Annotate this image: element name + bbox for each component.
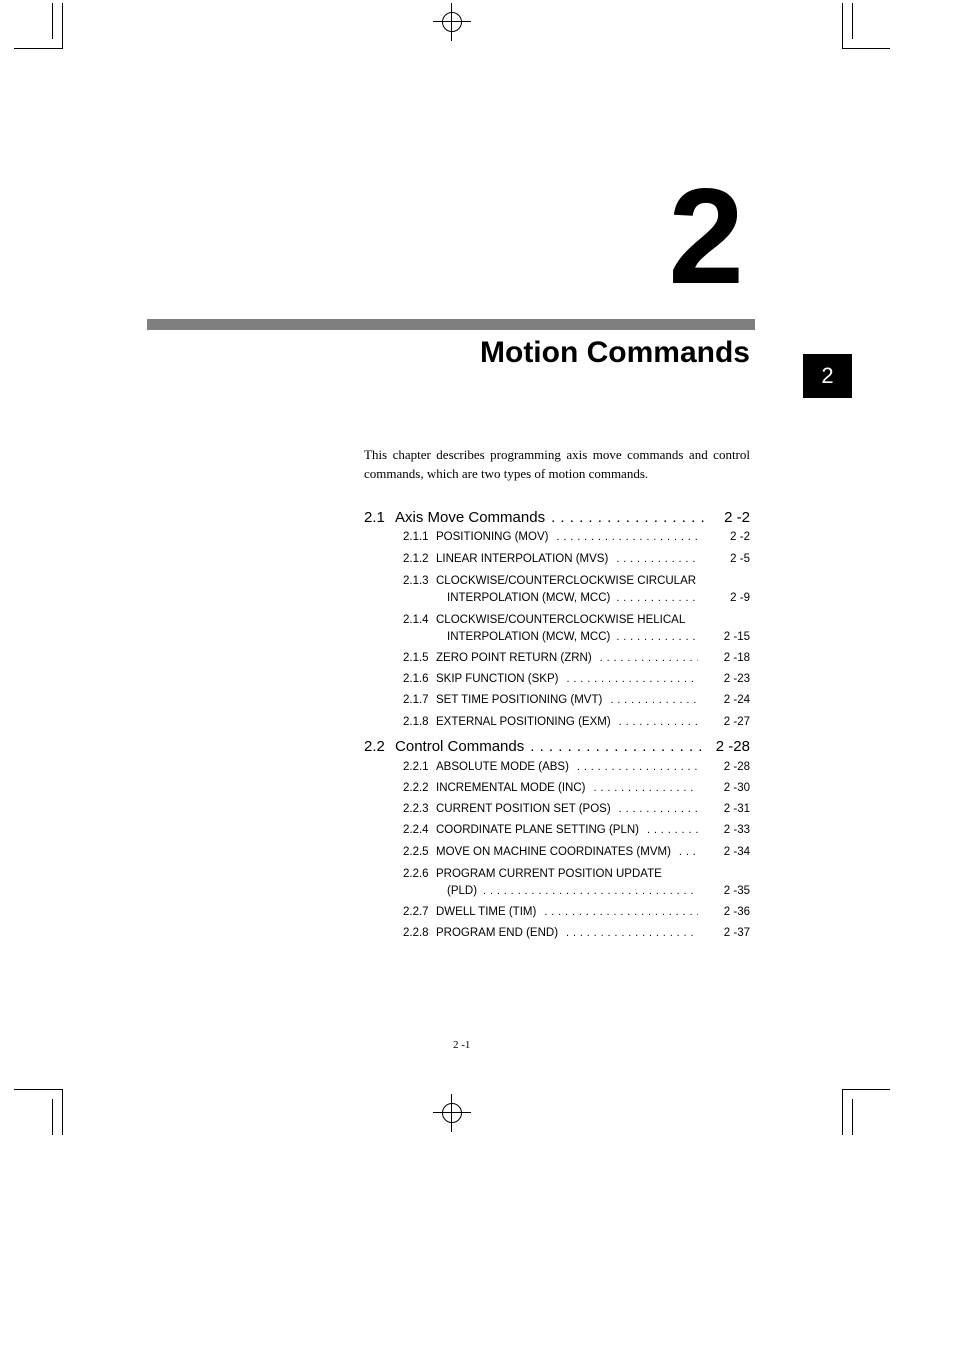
toc-item-title: CLOCKWISE/COUNTERCLOCKWISE HELICAL bbox=[436, 614, 686, 626]
toc-item-continuation[interactable] bbox=[447, 885, 750, 903]
toc-section-page: 2 -28 bbox=[715, 738, 750, 755]
toc-section[interactable] bbox=[364, 738, 750, 756]
toc-section-title: Control Commands bbox=[395, 738, 525, 755]
toc-item-page: 2 -27 bbox=[723, 716, 750, 728]
toc-item-number: 2.1.8 bbox=[403, 716, 429, 728]
toc-item-number: 2.2.5 bbox=[403, 846, 429, 858]
toc-item-continuation[interactable] bbox=[447, 631, 750, 649]
intro-paragraph: This chapter describes programming axis move commands and control commands, which are two types of motion commands. bbox=[364, 447, 750, 481]
toc-item-page: 2 -36 bbox=[723, 906, 750, 918]
toc-item-number: 2.1.4 bbox=[403, 614, 429, 626]
toc-item-title: EXTERNAL POSITIONING (EXM) bbox=[436, 716, 611, 728]
toc-item-number: 2.2.6 bbox=[403, 868, 429, 880]
toc-item-page: 2 -23 bbox=[723, 673, 750, 685]
page-number: 2 -1 bbox=[453, 1039, 471, 1051]
toc-item-number: 2.1.3 bbox=[403, 575, 429, 587]
toc-item[interactable] bbox=[403, 927, 750, 945]
toc-item-page: 2 -2 bbox=[730, 531, 750, 543]
toc-item-title-cont: INTERPOLATION (MCW, MCC) bbox=[447, 592, 611, 604]
chapter-tab-label: 2 bbox=[821, 363, 834, 388]
toc-item-page: 2 -28 bbox=[723, 761, 750, 773]
toc-section-number: 2.1 bbox=[364, 509, 385, 526]
toc-item-title: DWELL TIME (TIM) bbox=[436, 906, 537, 918]
toc-item-title: LINEAR INTERPOLATION (MVS) bbox=[436, 553, 609, 565]
toc-item-title: ZERO POINT RETURN (ZRN) bbox=[436, 652, 592, 664]
toc-item-number: 2.1.1 bbox=[403, 531, 429, 543]
toc-item-number: 2.1.2 bbox=[403, 553, 429, 565]
toc-item[interactable] bbox=[403, 846, 750, 864]
toc-section[interactable] bbox=[364, 509, 750, 527]
toc-item-page: 2 -18 bbox=[723, 652, 750, 664]
toc-item[interactable] bbox=[403, 761, 750, 779]
toc-item-page: 2 -5 bbox=[730, 553, 750, 565]
toc-item-title: COORDINATE PLANE SETTING (PLN) bbox=[436, 824, 639, 836]
toc-item-title: PROGRAM END (END) bbox=[436, 927, 559, 939]
toc-item-page: 2 -31 bbox=[723, 803, 750, 815]
toc-item[interactable] bbox=[403, 575, 696, 587]
chapter-number: 2 bbox=[668, 160, 744, 312]
toc-item-page: 2 -34 bbox=[723, 846, 750, 858]
toc-item-title: INCREMENTAL MODE (INC) bbox=[436, 782, 586, 794]
toc-item[interactable] bbox=[403, 716, 750, 734]
toc-item[interactable] bbox=[403, 553, 750, 571]
toc-item-number: 2.2.4 bbox=[403, 824, 429, 836]
chapter-title: Motion Commands bbox=[480, 336, 750, 369]
toc-item[interactable] bbox=[403, 803, 750, 821]
toc-item[interactable] bbox=[403, 694, 750, 712]
toc-section-page: 2 -2 bbox=[724, 509, 750, 526]
toc-item-page: 2 -9 bbox=[730, 592, 750, 604]
toc-item-number: 2.1.6 bbox=[403, 673, 429, 685]
toc-section-title: Axis Move Commands bbox=[395, 509, 546, 526]
toc-item[interactable] bbox=[403, 531, 750, 549]
chapter-tab bbox=[803, 354, 852, 398]
toc-item-page: 2 -15 bbox=[723, 631, 750, 643]
toc-item-number: 2.2.7 bbox=[403, 906, 429, 918]
toc-item-title-cont: (PLD) bbox=[447, 885, 478, 897]
toc-item-number: 2.1.5 bbox=[403, 652, 429, 664]
toc-item-continuation[interactable] bbox=[447, 592, 750, 610]
toc-item-title: POSITIONING (MOV) bbox=[436, 531, 549, 543]
toc-item[interactable] bbox=[403, 673, 750, 691]
toc-item-page: 2 -30 bbox=[723, 782, 750, 794]
toc-item[interactable] bbox=[403, 652, 750, 670]
toc-item-number: 2.2.8 bbox=[403, 927, 429, 939]
toc-item[interactable] bbox=[403, 782, 750, 800]
toc-item[interactable] bbox=[403, 868, 662, 880]
toc-item[interactable] bbox=[403, 906, 750, 924]
toc-item-title: ABSOLUTE MODE (ABS) bbox=[436, 761, 569, 773]
toc-item[interactable] bbox=[403, 614, 685, 626]
toc-item-title: SET TIME POSITIONING (MVT) bbox=[436, 694, 603, 706]
toc-item-number: 2.1.7 bbox=[403, 694, 429, 706]
chapter-divider-bar bbox=[147, 319, 755, 330]
toc-item-number: 2.2.1 bbox=[403, 761, 429, 773]
toc-item-title: MOVE ON MACHINE COORDINATES (MVM) bbox=[436, 846, 671, 858]
toc-item-title: SKIP FUNCTION (SKP) bbox=[436, 673, 559, 685]
toc-item-title-cont: INTERPOLATION (MCW, MCC) bbox=[447, 631, 611, 643]
toc-item-title: PROGRAM CURRENT POSITION UPDATE bbox=[436, 868, 662, 880]
toc-item-title: CLOCKWISE/COUNTERCLOCKWISE CIRCULAR bbox=[436, 575, 697, 587]
toc-item-number: 2.2.3 bbox=[403, 803, 429, 815]
toc-item-number: 2.2.2 bbox=[403, 782, 429, 794]
toc-item-page: 2 -33 bbox=[723, 824, 750, 836]
toc-item-page: 2 -35 bbox=[723, 885, 750, 897]
toc-item-title: CURRENT POSITION SET (POS) bbox=[436, 803, 611, 815]
toc-item[interactable] bbox=[403, 824, 750, 842]
toc-item-page: 2 -37 bbox=[723, 927, 750, 939]
toc-item-page: 2 -24 bbox=[723, 694, 750, 706]
toc-section-number: 2.2 bbox=[364, 738, 385, 755]
